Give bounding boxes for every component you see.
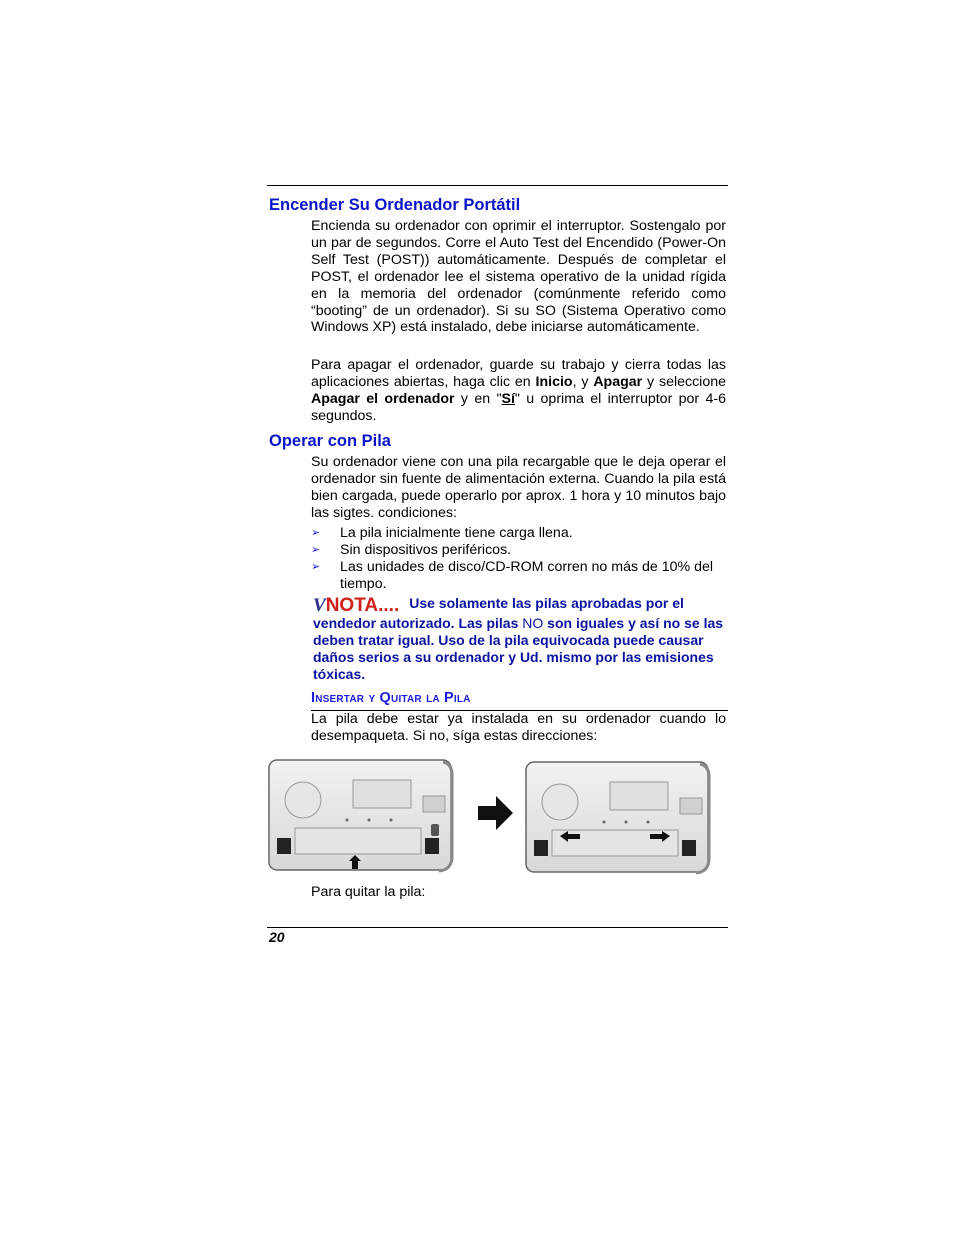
arrow-right-icon bbox=[478, 796, 514, 830]
conditions-list bbox=[311, 525, 726, 593]
note-text: Use solamente las pilas aprobadas por el vendedor autorizado. Las pilas bbox=[313, 595, 684, 631]
laptop-bottom-insert-illustration bbox=[267, 758, 455, 874]
list-item bbox=[311, 525, 726, 542]
paragraph-operar: Su ordenador viene con una pila recargable que le deja operar el ordenador sin fuente de alimentación externa. Cuando la pila está bien cargada, puede operarlo por aprox. 1 hora y 10 minutos bajo las sigtes. condiciones: bbox=[311, 454, 726, 521]
laptop-bottom-remove-illustration bbox=[524, 760, 712, 876]
arrowhead-bullet-icon: ➢ bbox=[311, 543, 321, 556]
bold-apagar: Apagar bbox=[593, 373, 643, 390]
subsection-title-insertar: Insertar y Quitar la Pila bbox=[311, 690, 471, 706]
nota-logo-text: NOTA.... bbox=[325, 595, 400, 616]
paragraph-apagar bbox=[311, 357, 726, 425]
text-span: Para apagar el ordenador, guarde su trabajo y cierra todas las aplicaciones abiertas, haga clic en bbox=[311, 357, 726, 390]
text-span: " u oprima el interruptor por 4-6 segundos. bbox=[311, 390, 726, 424]
section-title-operar: Operar con Pila bbox=[269, 432, 391, 450]
text-span: , y bbox=[572, 373, 594, 390]
arrowhead-bullet-icon: ➢ bbox=[311, 560, 321, 573]
list-item-text: Las unidades de disco/CD-ROM corren no más de 10% del tiempo. bbox=[340, 558, 714, 592]
nota-logo-v: V bbox=[313, 595, 326, 616]
arrowhead-bullet-icon: ➢ bbox=[311, 527, 321, 539]
note-text: son iguales y así no se las deben tratar igual. Uso de la pila equivocada puede causar daños serios a su ordenador y Ud. mismo por las emisiones tóxicas. bbox=[313, 614, 724, 682]
paragraph-insertar: La pila debe estar ya instalada en su ordenador cuando lo desempaqueta. Si no, síga estas direcciones: bbox=[311, 711, 726, 744]
figure-caption: Para quitar la pila: bbox=[311, 884, 426, 900]
list-item bbox=[311, 559, 726, 593]
text-span: y en " bbox=[454, 390, 502, 407]
section-title-encender: Encender Su Ordenador Portátil bbox=[269, 196, 521, 214]
top-rule bbox=[267, 185, 728, 186]
list-item bbox=[311, 542, 726, 559]
bold-si: Sí bbox=[501, 390, 515, 407]
nota-logo-icon bbox=[313, 595, 400, 616]
list-item-text: Sin dispositivos periféricos. bbox=[340, 541, 512, 558]
bold-inicio: Inicio bbox=[535, 373, 573, 390]
paragraph-encender: Encienda su ordenador con oprimir el interruptor. Sostengalo por un par de segundos. Corre el Auto Test del Encendido (Power-On Self Test (POST)) automáticamente. Después de completar el POST, el ordenador lee el sistema operativo de la unidad rígida en la memoria del ordenador (comúnmente referido como “booting” de un ordenador). Si su SO (Sistema Operativo como Windows XP) está instalado, debe iniciarse automáticamente. bbox=[311, 218, 726, 336]
bold-apagar-ordenador: Apagar el ordenador bbox=[311, 390, 455, 407]
note-block bbox=[313, 595, 728, 683]
bottom-rule bbox=[267, 927, 728, 928]
text-span: y seleccione bbox=[642, 373, 727, 390]
list-item-text: La pila inicialmente tiene carga llena. bbox=[340, 525, 573, 541]
note-text-no: NO bbox=[522, 614, 544, 631]
page-number: 20 bbox=[269, 929, 285, 945]
